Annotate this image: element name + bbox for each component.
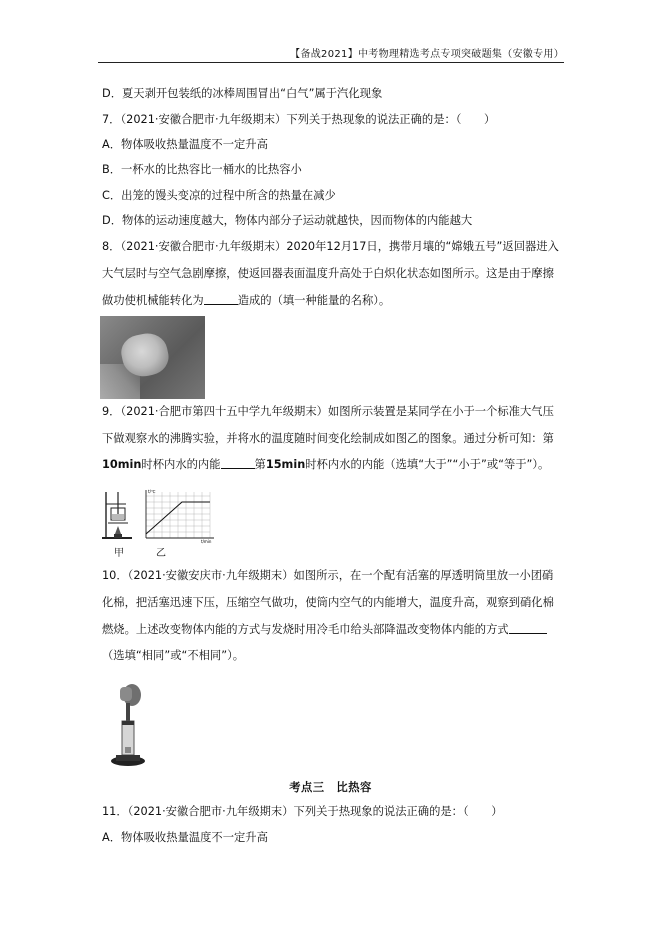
question-11: 11．（2021·安徽合肥市·九年级期末）下列关于热现象的说法正确的是：（ ）	[102, 805, 503, 818]
q9-text-b: 时杯内水的内能	[141, 458, 221, 471]
question-8-line1: 8．（2021·安徽合肥市·九年级期末）2020年12月17日，携带月壤的“嫦娥五号”返回器进入	[102, 240, 559, 253]
figure-label-yi: 乙	[156, 548, 166, 559]
q7-option-d: D．物体的运动速度越大，物体内部分子运动就越快，因而物体的内能越大	[102, 214, 473, 227]
answer-blank	[221, 458, 255, 469]
q7-option-c: C．出笼的馒头变凉的过程中所含的热量在减少	[102, 189, 336, 202]
question-10-line1: 10．（2021·安徽安庆市·九年级期末）如图所示，在一个配有活塞的厚透明筒里放一小团硝	[102, 569, 554, 582]
question-9-line2: 下做观察水的沸腾实验，并将水的温度随时间变化绘制成如图乙的图象。通过分析可知：第	[102, 432, 554, 445]
option-d-prev: D．夏天剥开包装纸的冰棒周围冒出“白气”属于汽化现象	[102, 87, 383, 100]
graph-y-label: t/℃	[148, 489, 156, 494]
q8-text-a: 做功使机械能转化为	[102, 294, 204, 307]
graph-x-label: t/min	[201, 539, 212, 544]
section-title: 考点三 比热容	[289, 781, 372, 794]
question-9-line1: 9．（2021·合肥市第四十五中学九年级期末）如图所示装置是某同学在小于一个标准大气压	[102, 405, 554, 418]
q7-option-a: A．物体吸收热量温度不一定升高	[102, 138, 268, 151]
piston-tube-figure	[108, 683, 148, 769]
temperature-time-graph	[138, 488, 218, 544]
question-8-line2: 大气层时与空气急剧摩擦，使返回器表面温度升高处于白炽化状态如图所示。这是由于摩擦	[102, 267, 554, 280]
q7-option-b: B．一杯水的比热容比一桶水的比热容小	[102, 163, 302, 176]
q9-text-c: 第	[254, 458, 266, 471]
q9-text-e: 时杯内水的内能（选填“大于”“小于”或“等于”）。	[305, 458, 550, 471]
q8-text-b: 造成的（填一种能量的名称）。	[237, 294, 391, 307]
time-15min: 15min	[265, 458, 306, 471]
answer-blank	[204, 294, 238, 305]
question-10-line2: 化棉，把活塞迅速下压，压缩空气做功，使筒内空气的内能增大，温度升高，观察到硝化棉	[102, 596, 554, 609]
q11-option-a: A．物体吸收热量温度不一定升高	[102, 831, 268, 844]
answer-blank	[509, 623, 547, 634]
question-7: 7．（2021·安徽合肥市·九年级期末）下列关于热现象的说法正确的是：（ ）	[102, 113, 496, 126]
header-rule	[98, 62, 564, 63]
reentry-capsule-photo	[100, 316, 205, 399]
question-9-line3	[102, 457, 549, 473]
page-header: 【备战2021】中考物理精选考点专项突破题集（安徽专用）	[290, 49, 564, 60]
question-8-line3	[102, 293, 390, 309]
q10-text-a: 燃烧。上述改变物体内能的方式与发烧时用冷毛巾给头部降温改变物体内能的方式	[102, 623, 509, 636]
time-10min: 10min	[102, 458, 142, 471]
question-10-line3	[102, 622, 547, 638]
figure-label-jia: 甲	[114, 548, 124, 559]
boiling-apparatus-figure	[102, 490, 134, 542]
question-10-line4: （选填“相同”或“不相同”）。	[102, 649, 245, 662]
